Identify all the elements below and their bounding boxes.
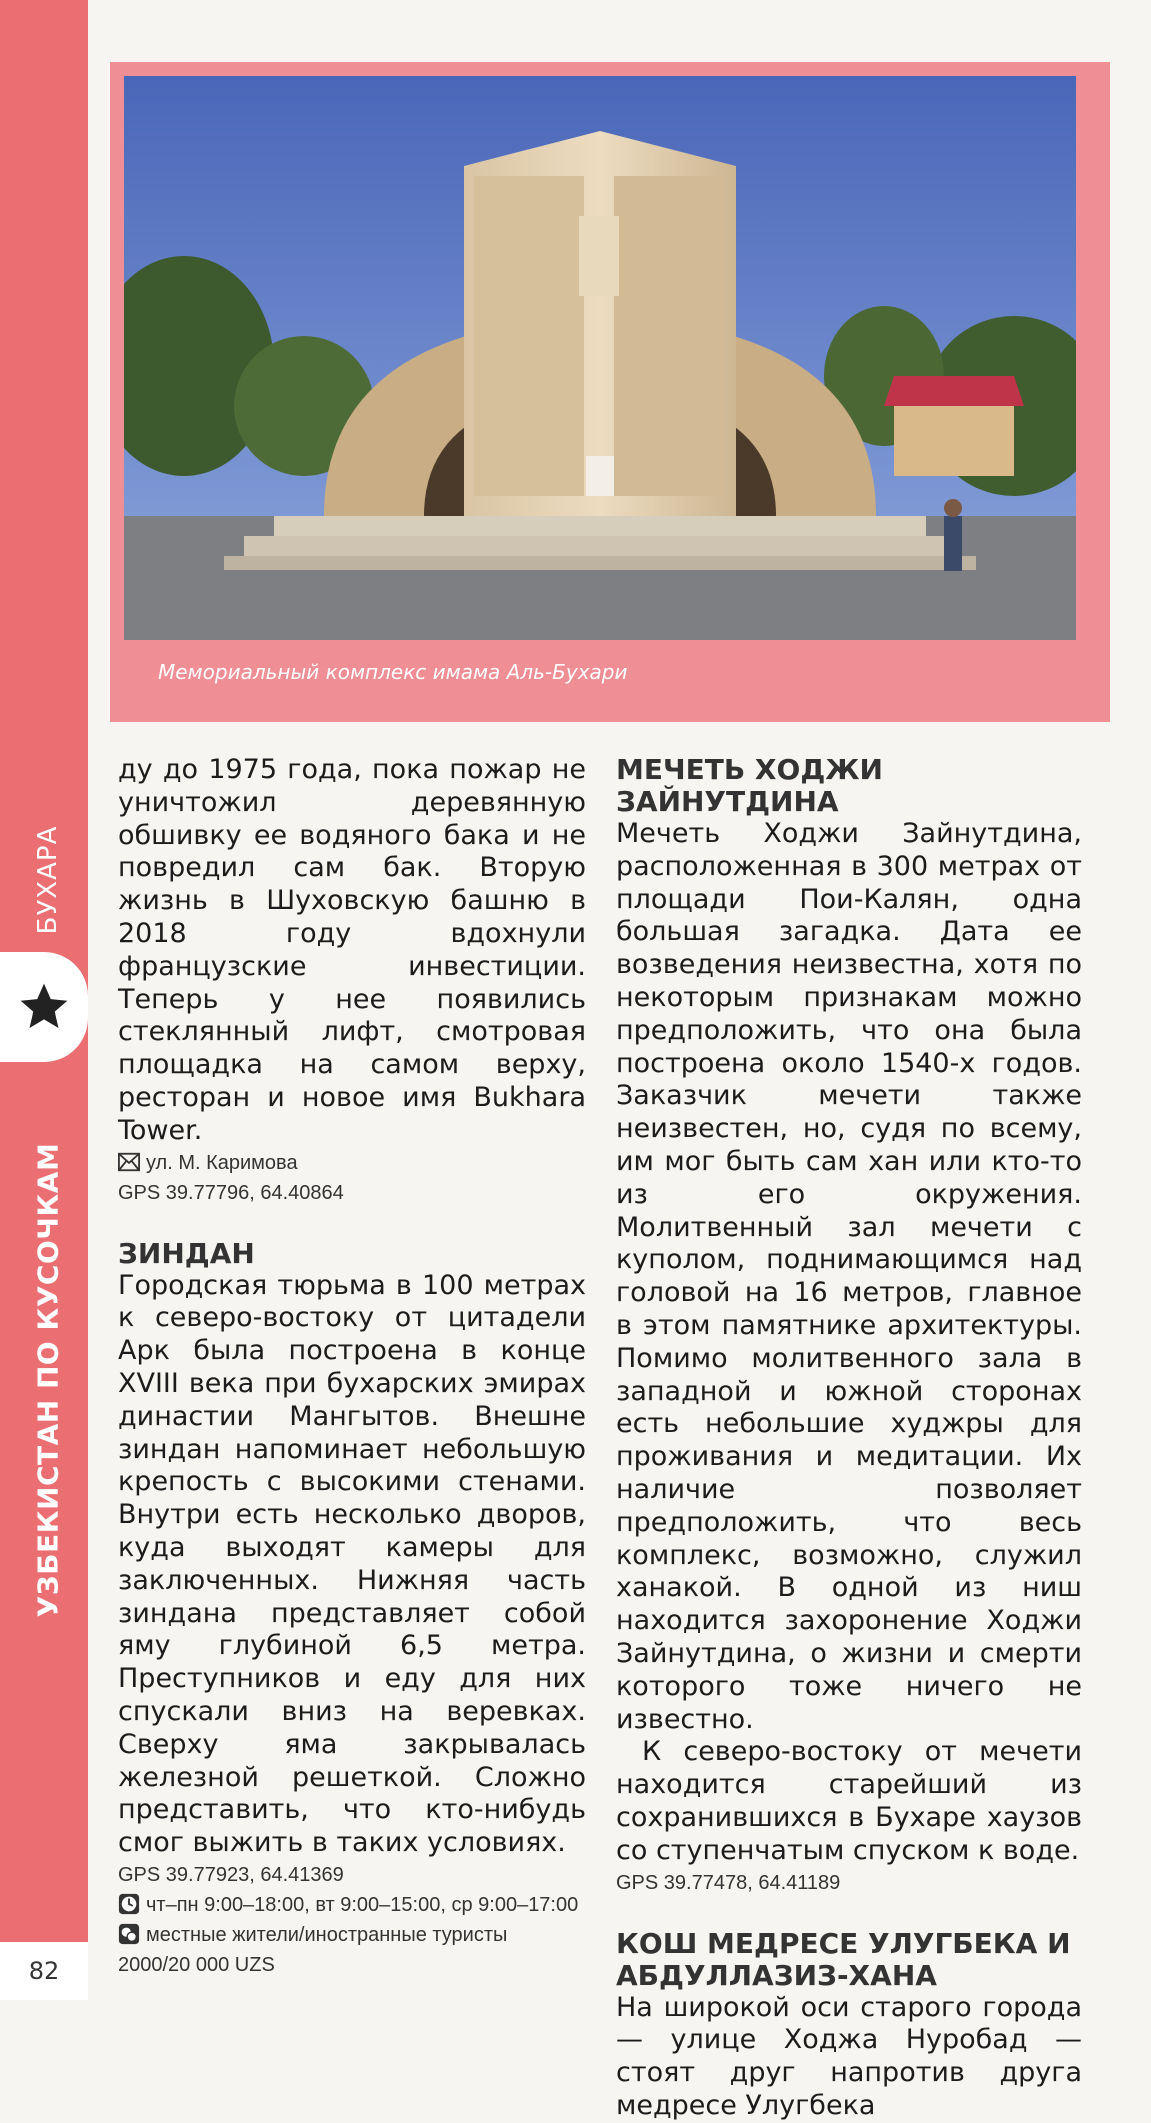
star-icon (16, 979, 72, 1035)
price-label: местные жители/иностранные туристы (146, 1923, 508, 1946)
address-line (118, 1148, 586, 1178)
section-label (28, 780, 68, 980)
right-column (616, 754, 1082, 2123)
book-title (28, 1080, 68, 1680)
left-column (118, 754, 586, 1980)
memorial-photo (124, 76, 1076, 640)
price-value: 2000/20 000 UZS (118, 1953, 275, 1976)
clock-icon (118, 1893, 140, 1915)
mosque-gps: GPS 39.77478, 64.41189 (616, 1871, 841, 1894)
hours-text: чт–пн 9:00–18:00, вт 9:00–15:00, ср 9:00–17:00 (146, 1893, 579, 1916)
photo-frame (110, 62, 1110, 722)
gps-line: GPS 39.77796, 64.40864 (118, 1181, 344, 1204)
mosque-heading: МЕЧЕТЬ ХОДЖИ ЗАЙНУТДИНА (616, 753, 883, 818)
envelope-icon (118, 1151, 140, 1173)
section-label-text: БУХАРА (33, 825, 63, 935)
page-number (0, 1942, 88, 2000)
photo-caption: Мемориальный комплекс имама Аль-Бухари (158, 660, 628, 684)
book-title-text: УЗБЕКИСТАН ПО КУСОЧКАМ (31, 1142, 65, 1618)
kosh-paragraph: На широкой оси старого города — улице Ходжа Нуробад — стоят друг напротив друга медресе Улугбека (616, 1991, 1082, 2121)
zindan-heading: ЗИНДАН (118, 1236, 255, 1270)
mosque-paragraph-1: Мечеть Ходжи Зайнутдина, расположенная в 300 метрах от площади Пои-Калян, одна большая загадка. Дата ее возведения неизвестна, хотя по некоторым признакам можно предположить, что она была построена около 1540-х годов. Заказчик мечети также неизвестен, но, судя по всему, им мог быть сам хан или кто-то из его окружения. Молитвенный зал мечети с куполом, поднимающимся над головой на 16 метров, главное в этом памятнике архитектуры. Помимо молитвенного зала в западной и южной сторонах есть небольшие худжры для проживания и медитации. Их наличие позволяет предположить, что весь комплекс, возможно, служил ханакой. В одной из ниш находится захоронение Ходжи Зайнутдина, о жизни и смерти которого тоже ничего не известно. (616, 818, 1082, 1735)
coins-icon (118, 1923, 140, 1945)
zindan-paragraph: Городская тюрьма в 100 метрах к северо-востоку от цитадели Арк была построена в конце XVIII века при бухарских эмирах династии Мангытов. Внешне зиндан напоминает небольшую крепость с высокими стенами. Внутри есть несколько дворов, куда выходят камеры для заключенных. Нижняя часть зиндана представляет собой яму глубиной 6,5 метра. Преступников и еду для них спускали вниз на веревках. Сверху яма закрывалась железной решеткой. Сложно представить, что кто-нибудь смог выжить в таких условиях. (118, 1269, 586, 1859)
star-badge (0, 952, 88, 1062)
zindan-gps: GPS 39.77923, 64.41369 (118, 1863, 344, 1886)
page-number-text: 82 (28, 1957, 60, 1985)
mosque-paragraph-2: К северо-востоку от мечети находится старейший из сохранившихся в Бухаре хаузов со ступенчатым спуском к воде. (616, 1736, 1082, 1866)
intro-paragraph: ду до 1975 года, пока пожар не уничтожил деревянную обшивку ее водяного бака и не повредил сам бак. Вторую жизнь в Шуховскую башню в 2018 году вдохнули французские инвестиции. Теперь у нее появились стеклянный лифт, смотровая площадка на самом верху, ресторан и новое имя Bukhara Tower. (118, 754, 586, 1146)
kosh-heading: КОШ МЕДРЕСЕ УЛУГБЕКА И АБДУЛЛАЗИЗ-ХАНА (616, 1926, 1071, 1992)
address-text: ул. М. Каримова (146, 1151, 298, 1174)
price-line (118, 1920, 586, 1950)
hours-line (118, 1890, 586, 1920)
